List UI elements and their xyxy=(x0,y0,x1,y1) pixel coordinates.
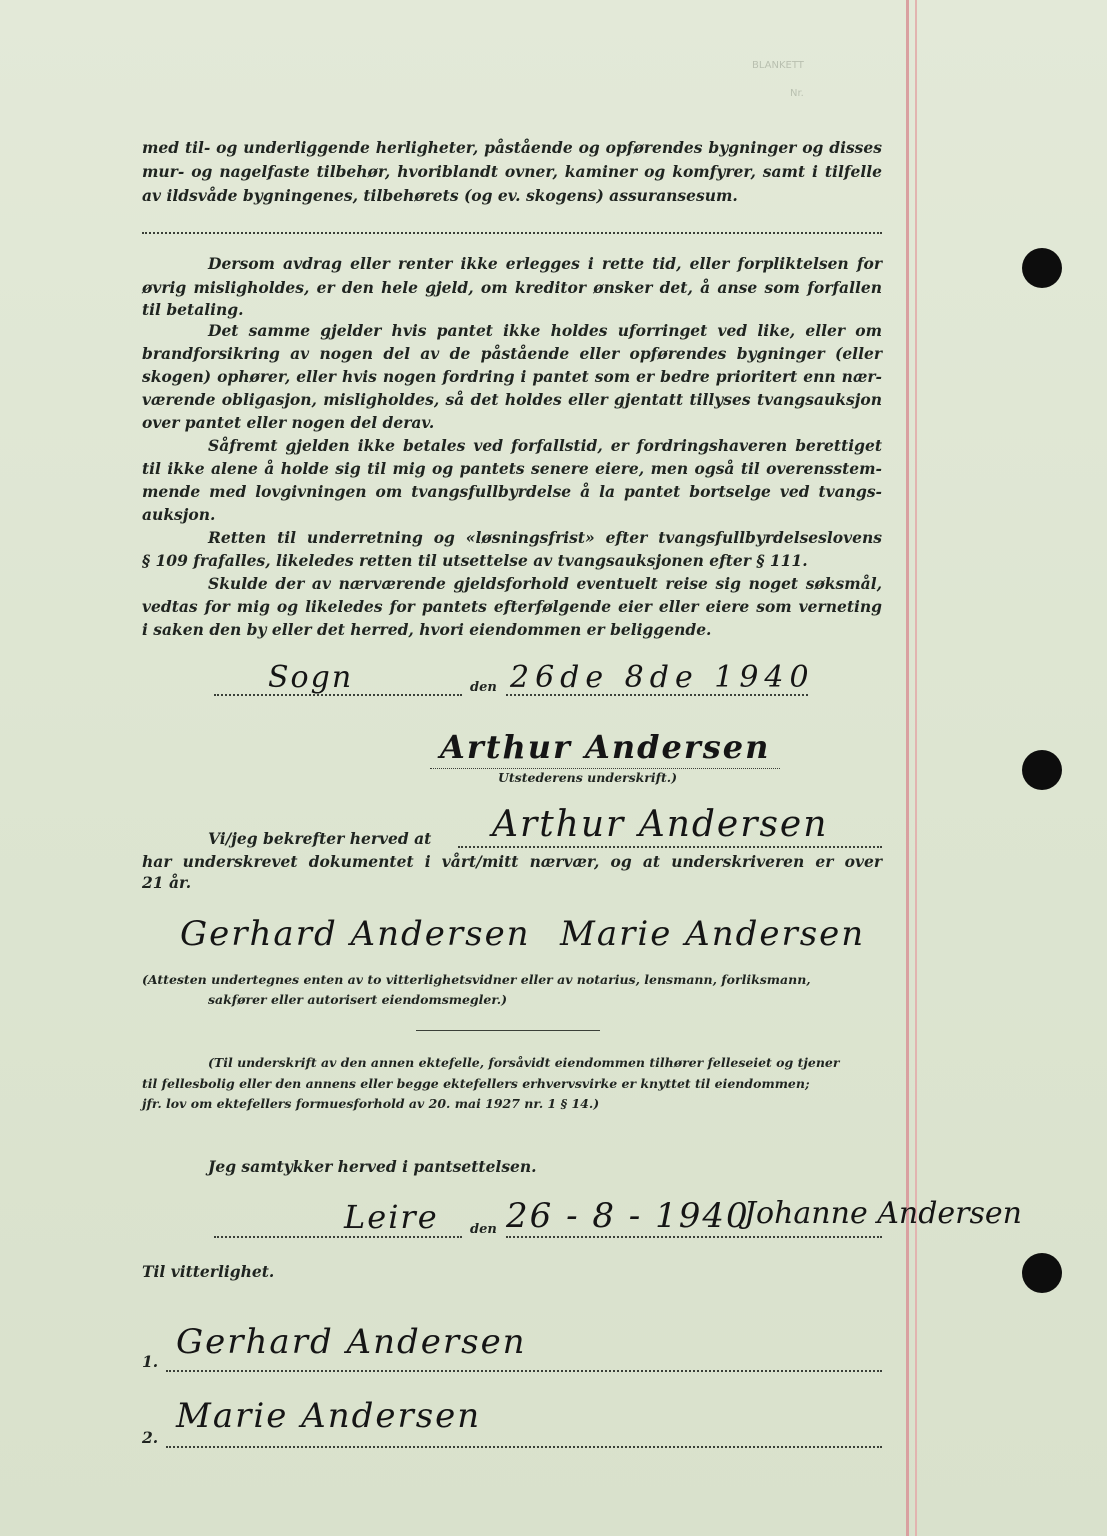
faint-header-label: BLANKETT xyxy=(752,60,804,71)
handwritten-place: Sogn xyxy=(268,660,354,695)
issuer-signature-line xyxy=(430,768,780,769)
para5-line: Retten til underretning og «løsningsfrist» efter tvangsfullbyrdelseslovens xyxy=(208,528,882,547)
issuer-signature: Arthur Andersen xyxy=(440,728,771,766)
witness-line xyxy=(166,1370,882,1372)
spouse-note-line: til fellesbolig eller den annens eller begge ektefellers erhvervsvirke er knyttet til eiendommen; xyxy=(142,1076,810,1091)
witness-confirm-prefix: Vi/jeg bekrefter herved at xyxy=(208,829,432,848)
spouse-note-line: (Til underskrift av den annen ektefelle, forsåvidt eiendommen tilhører felleseiet og tjener xyxy=(208,1055,840,1070)
para3-line: over pantet eller nogen del derav. xyxy=(142,413,435,432)
witness-number: 2. xyxy=(142,1428,159,1447)
witness-line xyxy=(166,1446,882,1448)
para1-line: med til- og underliggende herligheter, påstående og opførendes bygninger og disses xyxy=(142,138,882,157)
witness-name-2: Marie Andersen xyxy=(176,1396,482,1436)
witnesses-label: Til vitterlighet. xyxy=(142,1262,275,1281)
handwritten-date: 26de 8de 1940 xyxy=(510,660,815,695)
attest-note-line: (Attesten undertegnes enten av to vitterlighetsvidner eller av notarius, lensmann, forliksmann, xyxy=(142,972,811,987)
witness-name-1: Gerhard Andersen xyxy=(176,1322,527,1362)
witness-number: 1. xyxy=(142,1352,159,1371)
para3-line: skogen) ophører, eller hvis nogen fordring i pantet som er bedre prioritert enn nær- xyxy=(142,367,882,386)
punch-hole xyxy=(1022,1253,1062,1293)
para4-line: Såfremt gjelden ikke betales ved forfallstid, er fordringshaveren berettiget xyxy=(208,436,882,455)
punch-hole xyxy=(1022,248,1062,288)
consent-date-line xyxy=(506,1236,882,1238)
consent-text: Jeg samtykker herved i pantsettelsen. xyxy=(208,1157,537,1176)
punch-hole xyxy=(1022,750,1062,790)
witness-confirm-line3: 21 år. xyxy=(142,873,192,892)
para1-line: mur- og nagelfaste tilbehør, hvoriblandt ovner, kaminer og komfyrer, samt i tilfelle xyxy=(142,162,882,181)
spouse-note-line: jfr. lov om ektefellers formuesforhold av 20. mai 1927 nr. 1 § 14.) xyxy=(142,1096,600,1111)
dotted-separator xyxy=(142,232,882,234)
issuer-caption: Utstederens underskrift.) xyxy=(498,770,678,785)
attest-note-line: sakfører eller autorisert eiendomsmegler.) xyxy=(208,992,508,1007)
para3-line: Det samme gjelder hvis pantet ikke holdes uforringet ved like, eller om xyxy=(208,321,882,340)
witness-signature-1: Gerhard Andersen xyxy=(180,914,531,954)
handwritten-consent-place: Leire xyxy=(344,1198,439,1236)
witness-confirm-line2: har underskrevet dokumentet i vårt/mitt nærvær, og at underskriveren er over xyxy=(142,852,882,871)
para2-line: Dersom avdrag eller renter ikke erlegges i rette tid, eller forpliktelsen for xyxy=(208,254,882,273)
para5-line: § 109 frafalles, likeledes retten til utsettelse av tvangsauksjonen efter § 111. xyxy=(142,551,808,570)
para3-line: værende obligasjon, misligholdes, så det holdes eller gjentatt tillyses tvangsauksjon xyxy=(142,390,882,409)
margin-line-inner xyxy=(915,0,917,1536)
handwritten-confirmed-name: Arthur Andersen xyxy=(492,804,829,845)
consent-place-line xyxy=(214,1236,462,1238)
para4-line: til ikke alene å holde sig til mig og pantets senere eiere, men også til overensstem- xyxy=(142,459,882,478)
para4-line: mende med lovgivningen om tvangsfullbyrdelse å la pantet bortselge ved tvangs- xyxy=(142,482,882,501)
faint-header-number: Nr. xyxy=(790,88,804,99)
para2-line: til betaling. xyxy=(142,300,244,319)
para6-line: vedtas for mig og likeledes for pantets efterfølgende eier eller eiere som verneting xyxy=(142,597,882,616)
para4-line: auksjon. xyxy=(142,505,216,524)
para6-line: i saken den by eller det herred, hvori eiendommen er beliggende. xyxy=(142,620,712,639)
consent-signature: Johanne Andersen xyxy=(744,1196,1022,1231)
den-label: den xyxy=(470,680,497,695)
para1-line: av ildsvåde bygningenes, tilbehørets (og ev. skogens) assuransesum. xyxy=(142,186,738,205)
witness-signature-2: Marie Andersen xyxy=(560,914,866,954)
para3-line: brandforsikring av nogen del av de påstående eller opførendes bygninger (eller xyxy=(142,344,882,363)
section-divider xyxy=(416,1030,600,1031)
margin-line xyxy=(906,0,909,1536)
consent-den-label: den xyxy=(470,1222,497,1237)
handwritten-consent-date: 26 - 8 - 1940 xyxy=(506,1196,750,1236)
para6-line: Skulde der av nærværende gjeldsforhold eventuelt reise sig noget søksmål, xyxy=(208,574,882,593)
para2-line: øvrig misligholdes, er den hele gjeld, om kreditor ønsker det, å anse som forfallen xyxy=(142,278,882,297)
witness-confirm-line xyxy=(458,846,882,848)
